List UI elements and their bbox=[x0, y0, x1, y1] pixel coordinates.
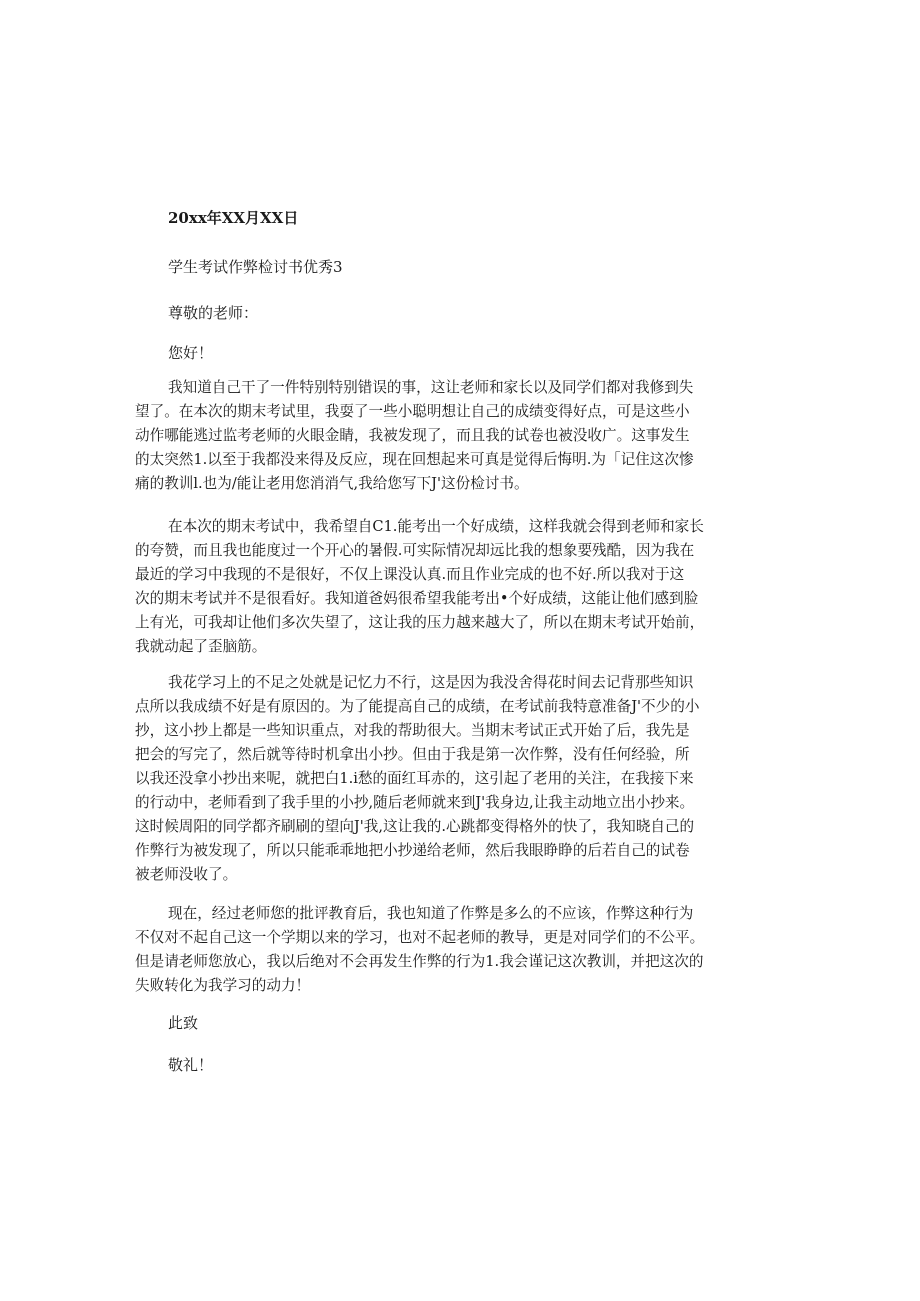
paragraph-line: 的行动中，老师看到了我手里的小抄,随后老师就来到J'我身边,让我主动地立出小抄来。 bbox=[135, 794, 695, 811]
paragraph-line: 点所以我成绩不好是有原因的。为了能提高自己的成绩，在考试前我特意准备J'不少的小 bbox=[135, 698, 700, 715]
paragraph-line: 这时候周阳的同学都齐刷刷的望向J'我,这让我的.心跳都变得格外的快了，我知晓自己的 bbox=[135, 818, 695, 835]
paragraph-line: 作弊行为被发现了，所以只能乖乖地把小抄递给老师，然后我眼睁睁的后若自己的试卷 bbox=[135, 842, 690, 859]
regards-phrase: 敬礼！ bbox=[168, 1056, 214, 1074]
paragraph-line: 动作哪能逃过监考老师的火眼金睛，我被发现了，而且我的试卷也被没收广。这事发生 bbox=[135, 427, 690, 444]
paragraph-line: 现在，经过老师您的批评教育后，我也知道了作弊是多么的不应该，作弊这种行为 bbox=[168, 905, 694, 922]
paragraph-line: 我花学习上的不足之处就是记忆力不行，这是因为我没舍得花时间去记背那些知识 bbox=[168, 674, 694, 691]
greeting: 您好！ bbox=[168, 344, 214, 362]
paragraph-line: 不仅对不起自己这一个学期以来的学习，也对不起老师的教导，更是对同学们的不公平。 bbox=[135, 929, 705, 946]
closing-phrase: 此致 bbox=[168, 1014, 199, 1032]
paragraph-line: 次的期末考试并不是很看好。我知道爸妈很希望我能考出•个好成绩，这能让他们感到脸 bbox=[135, 590, 699, 607]
paragraph-line: 把会的写完了，然后就等待时机拿出小抄。但由于我是第一次作弊，没有任何经验，所 bbox=[135, 746, 690, 763]
document-date: 20xx年XX月XX日 bbox=[168, 209, 299, 227]
paragraph-line: 痛的教训l.也为/能让老用您消消气,我给您写下J'这份检讨书。 bbox=[135, 475, 529, 492]
paragraph-line: 我知道自己干了一件特别特别错误的事，这让老师和家长以及同学们都对我修到失 bbox=[168, 379, 694, 396]
paragraph-line: 我就动起了歪脑筋。 bbox=[135, 638, 267, 655]
paragraph-line: 望了。在本次的期末考试里，我耍了一些小聪明想让自己的成绩变得好点，可是这些小 bbox=[135, 403, 690, 420]
paragraph-line: 被老师没收了。 bbox=[135, 866, 238, 883]
paragraph-line: 失败转化为我学习的动力！ bbox=[135, 977, 311, 994]
paragraph-3 bbox=[135, 671, 795, 887]
paragraph-4 bbox=[135, 902, 795, 998]
paragraph-line: 上有光，可我却让他们多次失望了，这让我的压力越来越大了，所以在期末考试开始前， bbox=[135, 614, 705, 631]
paragraph-2 bbox=[135, 515, 795, 659]
paragraph-line: 最近的学习中我现的不是很好，不仅上课没认真.而且作业完成的也不好.所以我对于这 bbox=[135, 566, 685, 583]
paragraph-line: 的太突然1.以至于我都没来得及反应，现在回想起来可真是觉得后悔明.为「记住这次惨 bbox=[135, 451, 694, 468]
paragraph-line: 抄，这小抄上都是一些知识重点，对我的帮助很大。当期末考试正式开始了后，我先是 bbox=[135, 722, 690, 739]
document-title: 学生考试作弊检讨书优秀3 bbox=[168, 258, 343, 276]
paragraph-line: 在本次的期末考试中，我希望自C1.能考出一个好成绩，这样我就会得到老师和家长 bbox=[168, 518, 704, 535]
paragraph-line: 但是请老师您放心，我以后绝对不会再发生作弊的行为1.我会谨记这次教训，并把这次的 bbox=[135, 953, 704, 970]
paragraph-1 bbox=[135, 376, 795, 496]
paragraph-line: 以我还没拿小抄出来呢，就把白1.i愁的面红耳赤的，这引起了老用的关注，在我接下来 bbox=[135, 770, 694, 787]
paragraph-line: 的夸赞，而且我也能度过一个开心的暑假.可实际情况却远比我的想象要残酷，因为我在 bbox=[135, 542, 695, 559]
salutation: 尊敬的老师： bbox=[168, 304, 259, 322]
